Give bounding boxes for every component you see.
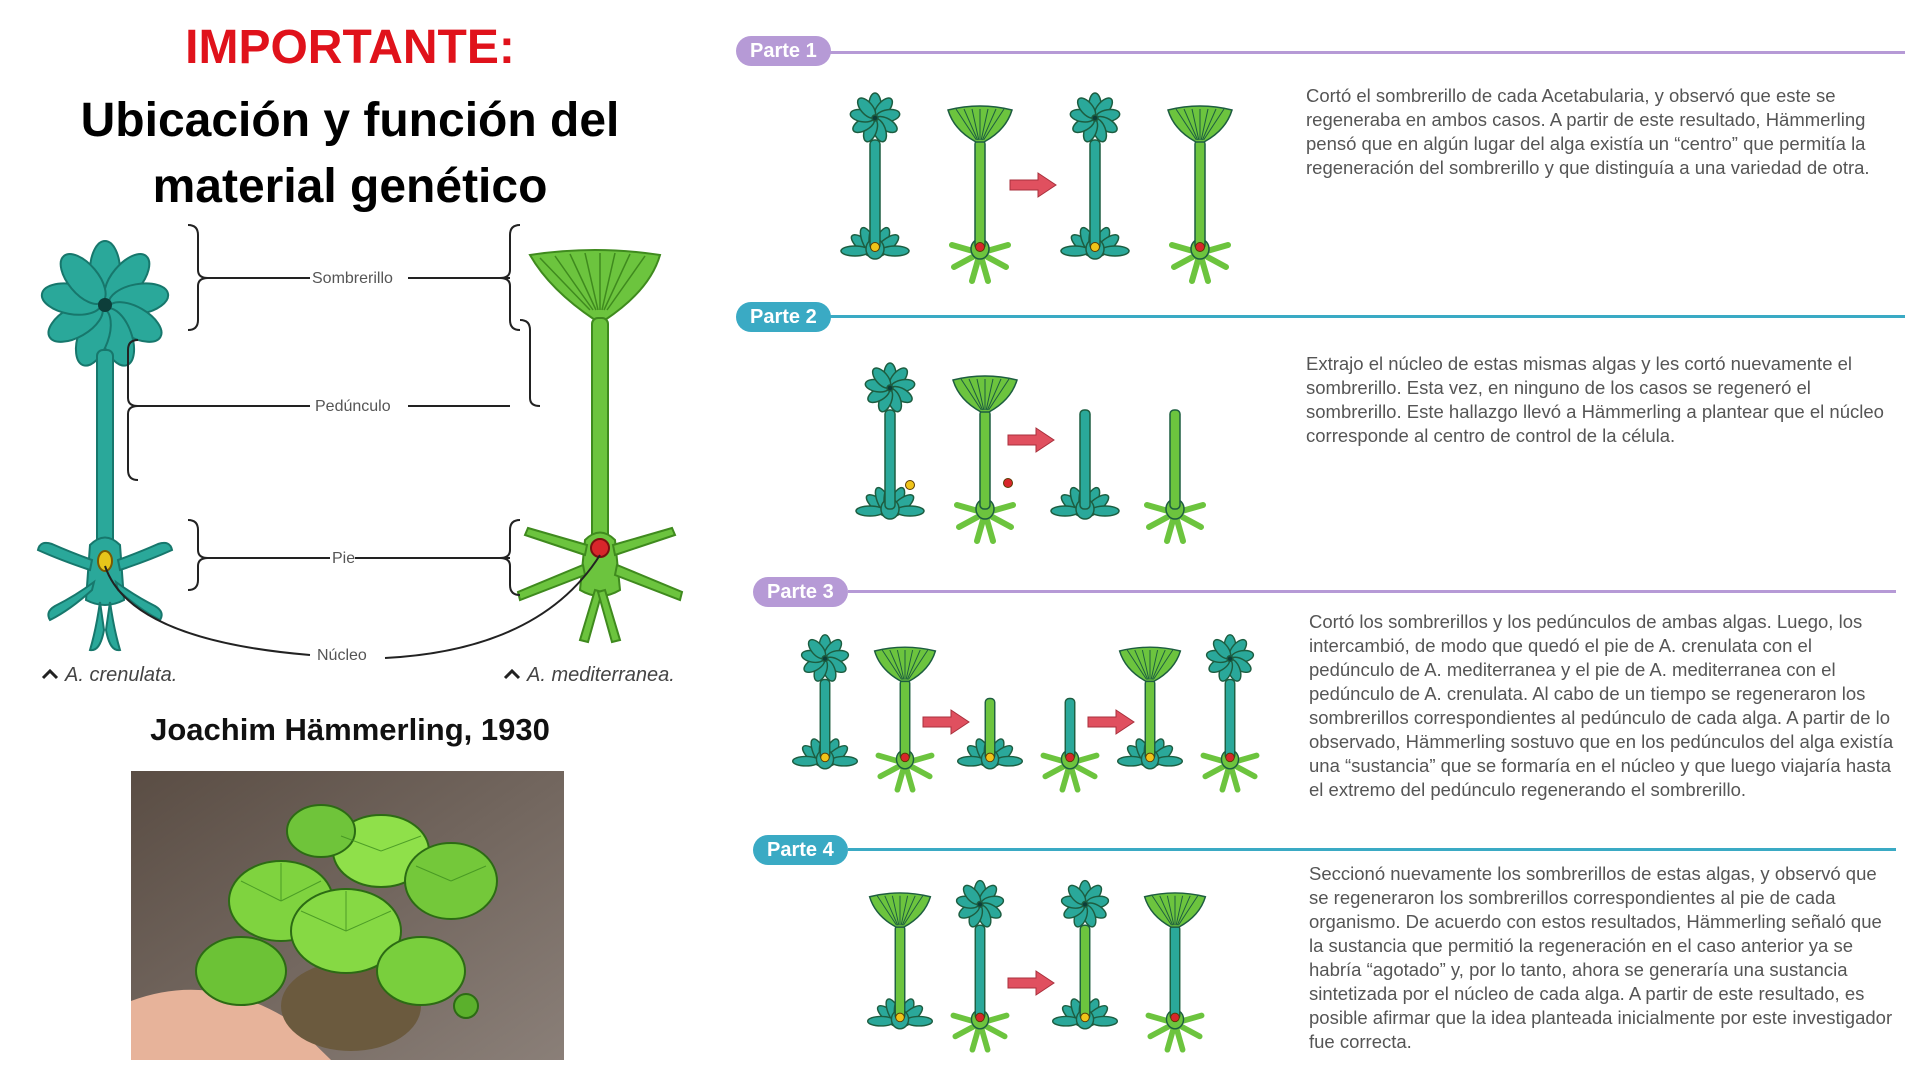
alga: [1061, 93, 1129, 261]
alga-stalk: [1090, 140, 1100, 249]
alga-nucleus: [901, 753, 910, 762]
part-4-text: Seccionó nuevamente los sombrerillos de estas algas, y observó que se regeneraron los sombrerillos correspondientes al pie de cada organismo. De acuerdo con estos resultados, Hämmerling señaló que la sustancia que permitió la regeneración en el caso anterior ya se habría “agotado” y, por lo tanto, ahora se generaría una sustancia sintetizada por el núcleo de cada alga. A partir de este resultado, es posible afirmar que la idea planteada inicialmente por este investigador fue correcta.: [1309, 863, 1893, 1052]
label-nucleus: Núcleo: [317, 647, 367, 664]
alga-cap: [948, 106, 1012, 142]
arrow-icon: [1010, 173, 1056, 197]
crenulata-stalk: [97, 350, 113, 550]
alga-cap: [1145, 893, 1206, 927]
alga-stalk: [1170, 410, 1180, 509]
part-4-divider: [848, 848, 1896, 851]
alga-cap: [875, 647, 936, 681]
alga-nucleus: [896, 1013, 905, 1022]
alga-cap: [953, 376, 1017, 412]
alga: [868, 893, 933, 1031]
alga-stalk: [895, 925, 905, 1019]
loose-nucleus: [1004, 479, 1013, 488]
part-1-divider: [830, 51, 1905, 54]
species-right-label: A. mediterranea.: [527, 664, 675, 686]
part-1-text: Cortó el sombrerillo de cada Acetabularia, y observó que este se regeneraba en ambos casos. A partir de este resultado, Hämmerling pensó que en algún lugar del alga existía un “centro” que permitía la regeneración del sombrerillo y que distinguía a una variedad de otra.: [1306, 85, 1870, 178]
alga: [1203, 635, 1256, 790]
alga-nucleus: [821, 753, 830, 762]
part-2-figure: [830, 345, 1270, 555]
part-1-tag: Parte 1: [736, 36, 831, 66]
alga-cap: [1069, 93, 1120, 144]
arrow-icon: [1008, 971, 1054, 995]
alga-nucleus: [1081, 1013, 1090, 1022]
part-1-figure: [830, 70, 1270, 290]
part-4-figure: [830, 875, 1270, 1070]
alga-stalk: [870, 140, 880, 249]
alga-stalk: [1170, 925, 1180, 1019]
alga-stalk: [1225, 680, 1235, 760]
alga-nucleus: [871, 243, 880, 252]
alga: [841, 93, 909, 261]
alga-cap: [1168, 106, 1232, 142]
label-stalk: Pedúnculo: [315, 398, 391, 415]
acetabularia-photo: [131, 771, 564, 1060]
page-title-line1: Ubicación y función del: [80, 94, 620, 147]
alga: [856, 363, 924, 521]
caret-icon: [43, 671, 57, 678]
alga-nucleus: [986, 753, 995, 762]
alga-nucleus: [1066, 753, 1075, 762]
alga: [1053, 881, 1118, 1031]
part-3-text: Cortó los sombrerillos y los pedúnculos de ambas algas. Luego, los intercambió, de modo que quedó el pie de A. crenulata con el pedúnculo de A. mediterranea y el pie de A. mediterranea con el pedúnculo de A. crenulata. Al cabo de un tiempo se regeneraron los sombrerillos correspondientes al pedúnculo de cada alga. A partir de lo observado, Hämmerling sostuvo que en los pedúnculos del alga existía una “sustancia” que se formaría en el núcleo y que luego viajaría hasta el extremo del pedúnculo regenerando el sombrerillo.: [1309, 611, 1894, 800]
part-2-tag: Parte 2: [736, 302, 831, 332]
alga-stalk: [820, 680, 830, 760]
loose-nucleus: [906, 481, 915, 490]
alga-cap: [870, 893, 931, 927]
alga-stalk: [900, 680, 910, 760]
alga-stalk: [1080, 925, 1090, 1019]
important-heading: IMPORTANTE:: [185, 21, 515, 74]
part-3-tag: Parte 3: [753, 577, 848, 607]
alga-cap: [1206, 635, 1255, 683]
acetabularia-anatomy-diagram: [20, 210, 690, 695]
alga: [948, 106, 1012, 281]
label-foot: Pie: [332, 550, 356, 567]
alga: [1051, 410, 1119, 521]
alga-stalk: [1145, 680, 1155, 760]
alga: [1168, 106, 1232, 281]
caret-icon: [505, 671, 519, 678]
page-title-line2: material genético: [152, 160, 548, 213]
mediterranea-nucleus: [591, 539, 609, 557]
alga-cap: [864, 363, 915, 414]
alga-cap: [801, 635, 850, 683]
part-2-text: Extrajo el núcleo de estas mismas algas y les cortó nuevamente el sombrerillo. Esta vez, en ninguno de los casos se regeneró el sombrerillo. Este hallazgo llevó a Hämmerling a plantear que el núcleo corresponde al centro de control de la célula.: [1306, 353, 1884, 446]
alga: [1145, 893, 1206, 1050]
alga-nucleus: [1196, 243, 1205, 252]
arrow-icon: [923, 710, 969, 734]
alga-stalk: [975, 925, 985, 1019]
author-caption: Joachim Hämmerling, 1930: [150, 712, 550, 747]
part-4-tag: Parte 4: [753, 835, 848, 865]
alga: [953, 376, 1017, 541]
crenulata-organism: [38, 241, 172, 650]
alga-stalk: [975, 140, 985, 249]
mediterranea-stalk: [592, 318, 608, 548]
alga-stalk: [980, 410, 990, 509]
alga-stalk: [985, 699, 995, 760]
alga-cap: [1120, 647, 1181, 681]
alga-nucleus: [1226, 753, 1235, 762]
alga: [1118, 647, 1183, 770]
alga: [953, 881, 1006, 1050]
arrow-icon: [1008, 428, 1054, 452]
alga-stalk: [1065, 699, 1075, 760]
alga: [958, 699, 1023, 771]
alga-stalk: [885, 410, 895, 509]
alga-nucleus: [976, 1013, 985, 1022]
part-3-divider: [848, 590, 1896, 593]
alga-cap: [1061, 881, 1110, 929]
alga-nucleus: [1146, 753, 1155, 762]
alga: [1043, 699, 1096, 790]
species-left-label: A. crenulata.: [65, 664, 178, 686]
alga-cap: [849, 93, 900, 144]
alga-stalk: [1195, 140, 1205, 249]
mediterranea-organism: [518, 250, 682, 642]
alga-cap: [956, 881, 1005, 929]
alga-stalk: [1080, 410, 1090, 509]
alga: [1147, 410, 1203, 541]
arrow-icon: [1088, 710, 1134, 734]
alga-nucleus: [976, 243, 985, 252]
alga-nucleus: [1171, 1013, 1180, 1022]
part-3-figure: [780, 630, 1280, 800]
alga: [793, 635, 858, 771]
part-2-divider: [830, 315, 1905, 318]
page-title: [0, 88, 700, 220]
alga-nucleus: [1091, 243, 1100, 252]
label-cap: Sombrerillo: [312, 270, 393, 287]
